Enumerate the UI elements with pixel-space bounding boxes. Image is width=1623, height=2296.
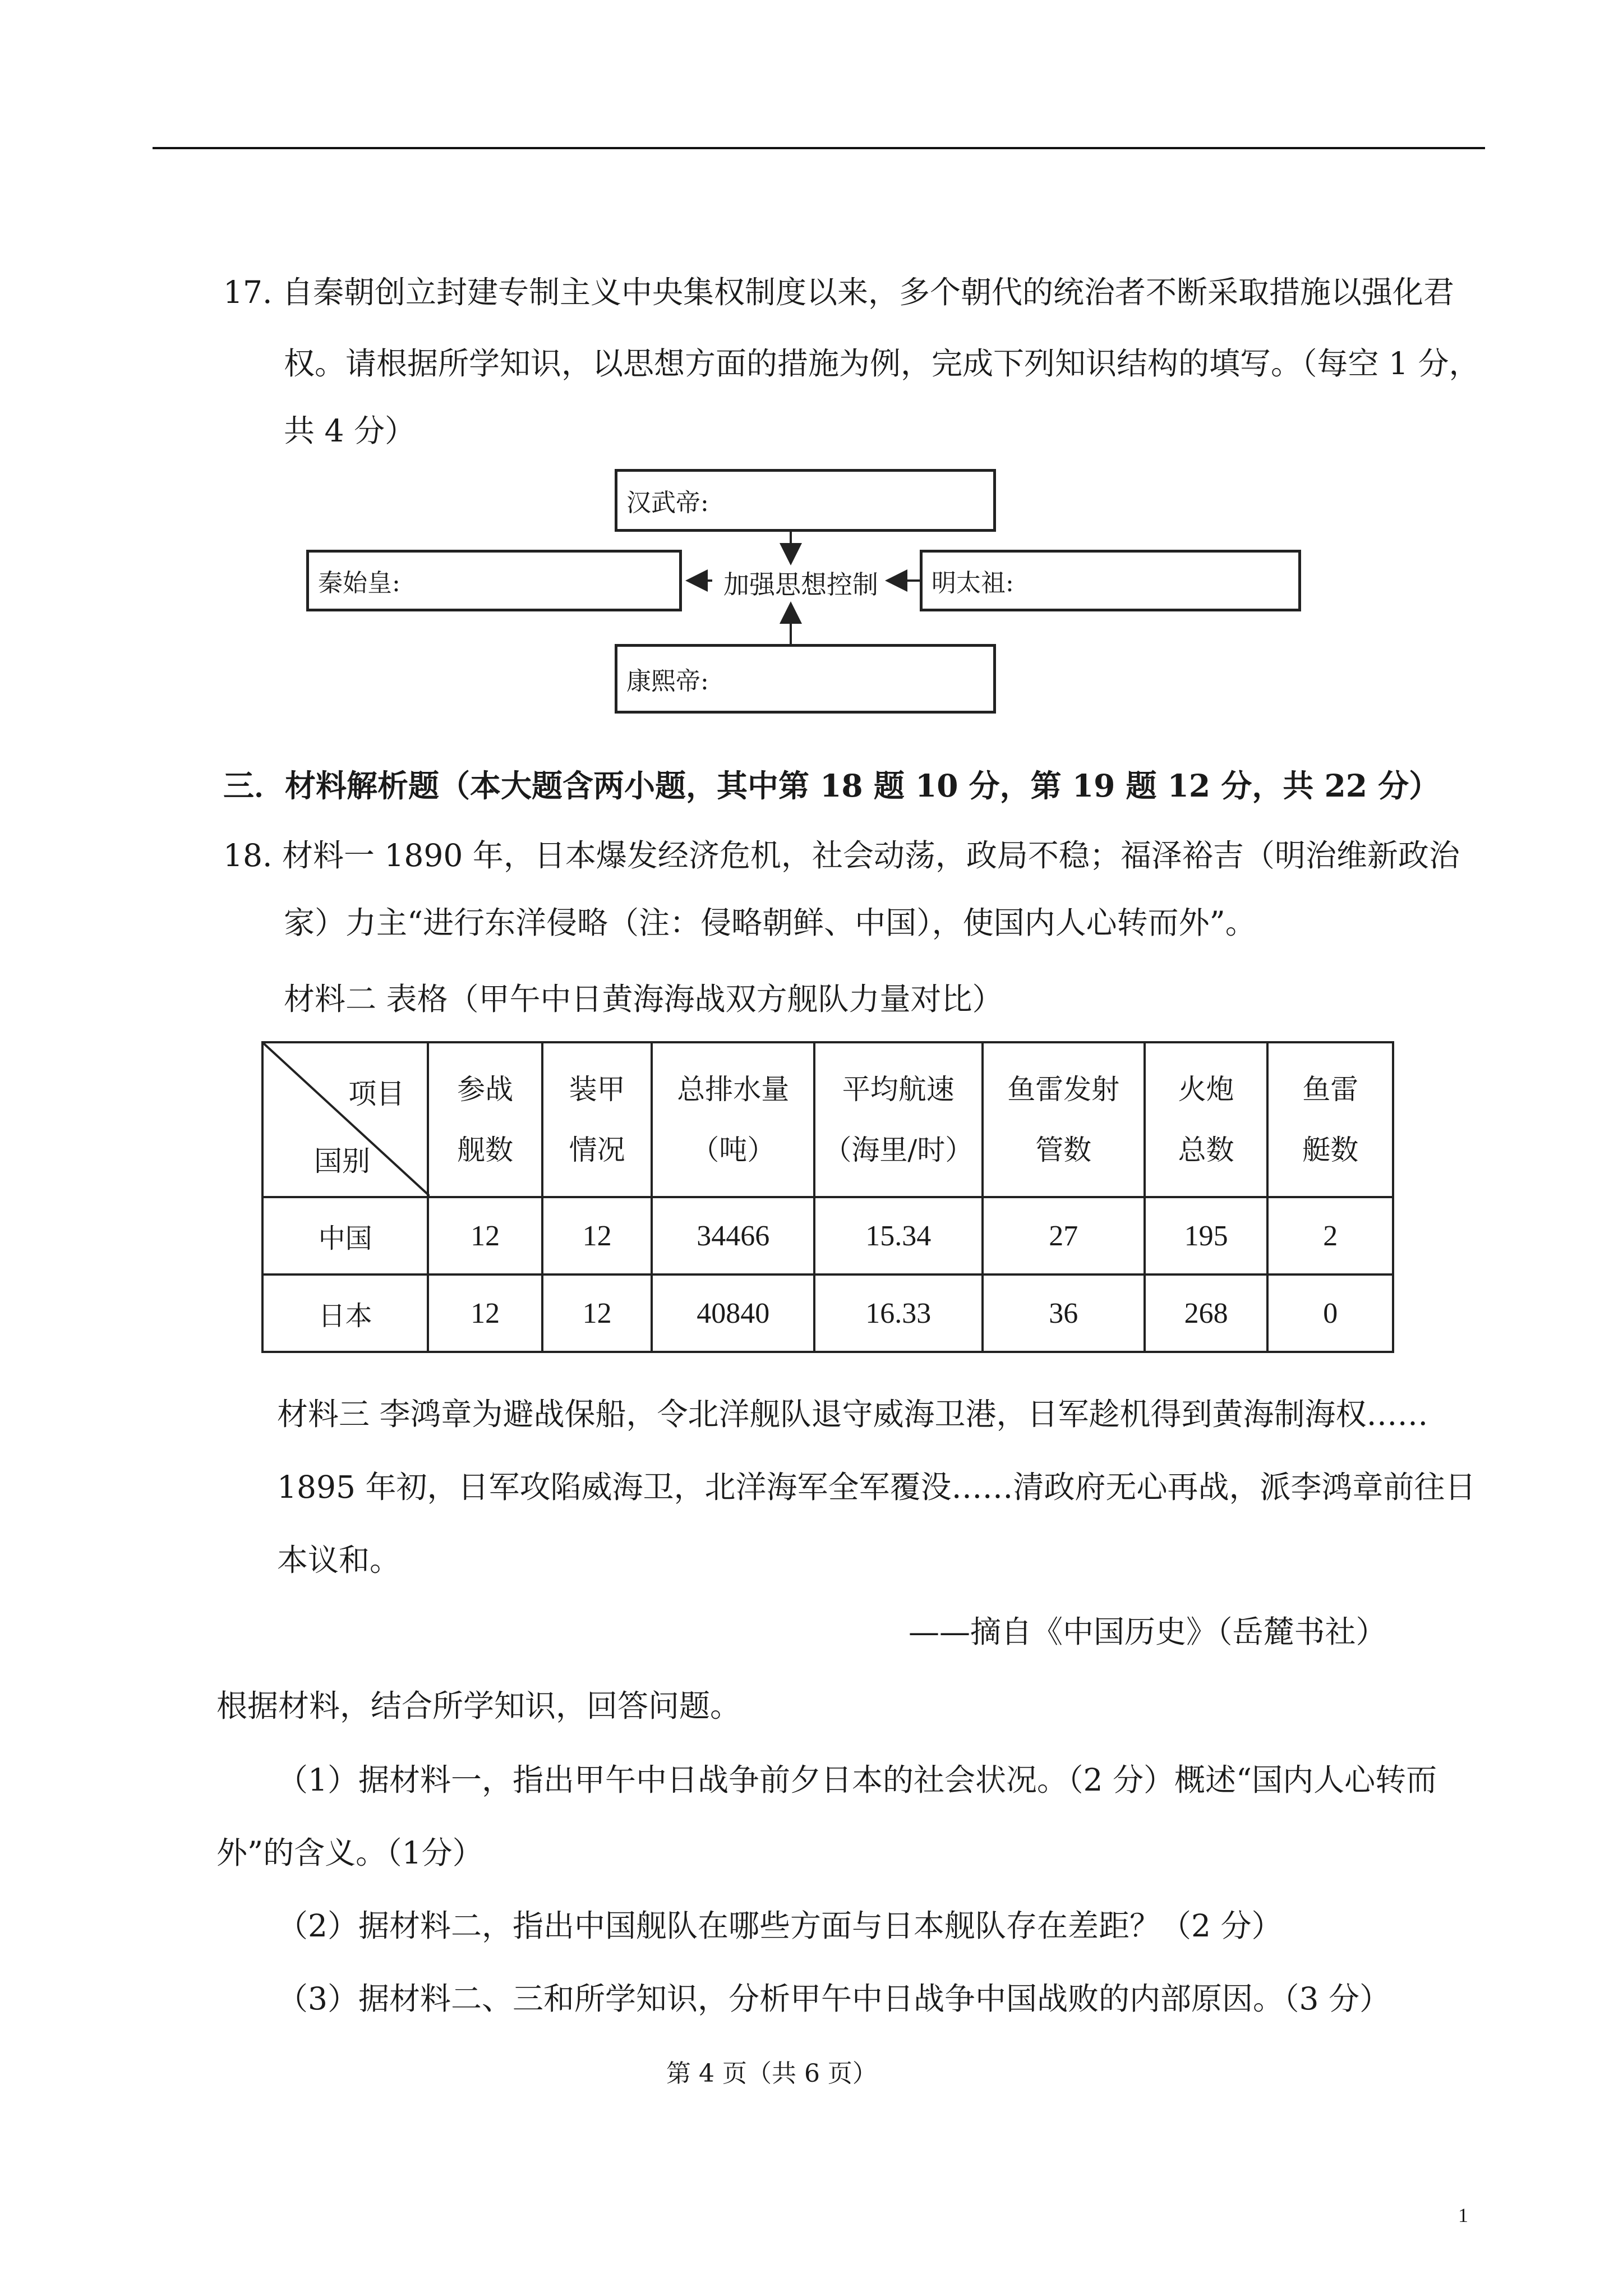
diagram-center-label: 加强思想控制 (723, 569, 878, 600)
q18-material3-line2: 1895 年初，日军攻陷威海卫，北洋海军全军覆没……清政府无心再战，派李鸿章前往日 (277, 1469, 1476, 1505)
q18-material3-line1: 材料三 李鸿章为避战保船，令北洋舰队退守威海卫港，日军趁机得到黄海制海权…… (277, 1396, 1428, 1432)
table-header-cell: 装甲 情况 (542, 1042, 652, 1197)
table-cell: 16.33 (814, 1274, 982, 1352)
q18-material1-line2: 家）力主“进行东洋侵略（注：侵略朝鲜、中国），使国内人心转而外”。 (284, 905, 1256, 941)
table-header-cell: 参战 舰数 (428, 1042, 542, 1197)
table-header-cell: 火炮 总数 (1145, 1042, 1268, 1197)
table-cell: 12 (542, 1274, 652, 1352)
footer-number: 1 (1458, 2204, 1468, 2226)
table-cell: 268 (1145, 1274, 1268, 1352)
q18-part1-line2: 外”的含义。（1分） (216, 1835, 483, 1871)
q18-part3: （3）据材料二、三和所学知识，分析甲午中日战争中国战败的内部原因。（3 分） (277, 1981, 1390, 2017)
fleet-comparison-table (261, 1041, 1394, 1353)
page-label: 第 4 页（共 6 页） (666, 2059, 877, 2088)
table-cell: 15.34 (814, 1197, 982, 1274)
diagram-box-qin-shihuang (306, 550, 682, 611)
diagram-box-han-wudi-label: 汉武帝: (626, 489, 709, 517)
table-cell-country: 日本 (262, 1274, 428, 1352)
diagram-box-ming-taizu (920, 550, 1301, 611)
section3-heading: 三．材料解析题（本大题含两小题，其中第 18 题 10 分，第 19 题 12 分，共 22 分） (223, 767, 1440, 804)
table-cell: 34466 (652, 1197, 814, 1274)
q17-line1: 17. 自秦朝创立封建专制主义中央集权制度以来，多个朝代的统治者不断采取措施以强化君 (223, 274, 1454, 310)
table-cell: 0 (1267, 1274, 1393, 1352)
table-cell: 40840 (652, 1274, 814, 1352)
diagram-box-han-wudi (615, 469, 996, 532)
q18-source: ——摘自《中国历史》（岳麓书社） (909, 1614, 1387, 1650)
diagram-box-kangxi (615, 644, 996, 714)
diagram-box-qin-shihuang-label: 秦始皇: (318, 569, 400, 597)
corner-label-item: 项目 (348, 1078, 405, 1110)
table-cell: 27 (983, 1197, 1145, 1274)
q18-part1-line1: （1）据材料一，指出甲午中日战争前夕日本的社会状况。（2 分）概述“国内人心转而 (277, 1762, 1437, 1798)
q18-instruction: 根据材料，结合所学知识，回答问题。 (216, 1688, 741, 1724)
diagram-box-ming-taizu-label: 明太祖: (932, 569, 1014, 597)
table-cell: 12 (542, 1197, 652, 1274)
table-corner-cell (262, 1042, 428, 1197)
q17-line3: 共 4 分） (284, 413, 416, 449)
table-header-cell: 总排水量 （吨） (652, 1042, 814, 1197)
table-header-cell: 鱼雷 艇数 (1267, 1042, 1393, 1197)
table-cell: 12 (428, 1197, 542, 1274)
table-cell: 2 (1267, 1197, 1393, 1274)
table-header-row (262, 1042, 1393, 1197)
table-header-cell: 平均航速 （海里/时） (814, 1042, 982, 1197)
q17-line2: 权。请根据所学知识，以思想方面的措施为例，完成下列知识结构的填写。（每空 1 分， (284, 346, 1480, 381)
q18-part2: （2）据材料二，指出中国舰队在哪些方面与日本舰队存在差距？（2 分） (277, 1908, 1283, 1944)
table-cell: 195 (1145, 1197, 1268, 1274)
table-header-cell: 鱼雷发射 管数 (983, 1042, 1145, 1197)
q18-material3-line3: 本议和。 (277, 1542, 401, 1578)
table-row (262, 1197, 1393, 1274)
q18-material2-caption: 材料二 表格（甲午中日黄海海战双方舰队力量对比） (284, 981, 1003, 1017)
table-cell: 12 (428, 1274, 542, 1352)
table-cell: 36 (983, 1274, 1145, 1352)
diagram-box-kangxi-label: 康熙帝: (626, 667, 709, 696)
table-cell-country: 中国 (262, 1197, 428, 1274)
q18-material1-line1: 18. 材料一 1890 年，日本爆发经济危机，社会动荡，政局不稳；福泽裕吉（明治维新政治 (223, 838, 1460, 873)
table-row (262, 1274, 1393, 1352)
corner-label-country: 国别 (314, 1145, 370, 1177)
